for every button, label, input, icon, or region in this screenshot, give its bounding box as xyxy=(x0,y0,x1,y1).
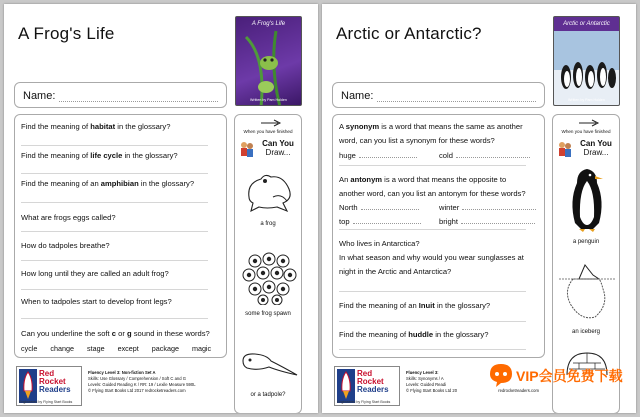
question-soft-c-g: Can you underline the soft c or g sound in these words? xyxy=(21,329,210,338)
footer-info: Fluency Level 3: Skills: Synonyms / A Levels: Guided Readi © Flying Start Books Ltd 20 redrocketreaders.com xyxy=(406,370,539,393)
frog-outline-icon xyxy=(243,167,295,215)
synonym-instruction: word, can you list a synonym for these words? xyxy=(339,136,495,145)
word-item[interactable]: change xyxy=(50,344,74,353)
name-label: Name: xyxy=(341,90,374,102)
vip-watermark-text: VIP会员免费下载 xyxy=(516,368,623,384)
question-frog-eggs: What are frogs eggs called? xyxy=(21,213,116,222)
question-amphibian: Find the meaning of an amphibian in the glossary? xyxy=(21,179,195,188)
word-item[interactable]: package xyxy=(151,344,179,353)
answer-line[interactable] xyxy=(21,260,208,261)
question-season-line1: In what season and why would you wear sunglasses at xyxy=(339,253,524,262)
word-item[interactable]: except xyxy=(117,344,139,353)
can-you-heading: Can You xyxy=(262,139,294,148)
cover-title: A Frog's Life xyxy=(251,21,286,27)
question-habitat: Find the meaning of habitat in the glossary? xyxy=(21,122,171,131)
antonym-word-north[interactable]: North xyxy=(339,203,419,212)
answer-line[interactable] xyxy=(21,289,208,290)
cover-author: Written by Pam Holden xyxy=(250,98,287,102)
footer xyxy=(16,364,316,410)
caption-frog: a frog xyxy=(260,221,276,227)
draw-heading: Draw... xyxy=(265,148,291,157)
answer-line[interactable] xyxy=(21,231,208,232)
chat-bubble-icon xyxy=(488,362,514,388)
word-item[interactable]: magic xyxy=(191,344,212,353)
name-field[interactable] xyxy=(332,82,545,108)
answer-line[interactable] xyxy=(21,318,208,319)
name-label: Name: xyxy=(23,90,56,102)
synonym-word-huge[interactable]: huge xyxy=(339,151,417,160)
antonym-word-bright[interactable]: bright xyxy=(439,217,535,226)
word-item[interactable]: stage xyxy=(86,344,105,353)
answer-line[interactable] xyxy=(21,202,208,203)
children-drawing-icon xyxy=(239,140,255,160)
divider xyxy=(339,165,526,166)
antonym-word-top[interactable]: top xyxy=(339,217,421,226)
antonym-instruction: another word, can you list an antonym for these words? xyxy=(339,189,526,198)
question-season-line2: night in the Arctic and Antarctica? xyxy=(339,267,452,276)
draw-heading: Draw... xyxy=(583,148,609,157)
divider xyxy=(339,229,526,230)
red-rocket-readers-logo xyxy=(334,366,400,406)
answer-line[interactable] xyxy=(339,291,526,292)
questions-box xyxy=(332,114,545,358)
iceberg-icon xyxy=(559,261,615,323)
caption-penguin: a penguin xyxy=(572,239,600,245)
penguin-icon xyxy=(567,167,607,233)
word-item[interactable]: cycle xyxy=(21,344,38,353)
penguins-cover-illustration xyxy=(554,17,620,106)
logo-subtext: Engineered by Flying Start Books xyxy=(19,400,73,404)
when-finished-text: When you have finished xyxy=(561,129,611,134)
name-line xyxy=(59,101,218,102)
question-adult-frog: How long until they are called an adult frog? xyxy=(21,269,169,278)
logo-text: Red Rocket Readers xyxy=(357,369,389,394)
antonym-word-winter[interactable]: winter xyxy=(439,203,536,212)
cover-title: Arctic or Antarctic xyxy=(563,21,610,27)
page-title: Arctic or Antarctic? xyxy=(336,24,482,43)
children-drawing-icon xyxy=(557,140,573,160)
question-life-cycle: Find the meaning of life cycle in the glossary? xyxy=(21,151,178,160)
answer-line[interactable] xyxy=(21,173,208,174)
caption-frog-spawn: some frog spawn xyxy=(245,311,291,317)
when-finished-text: When you have finished xyxy=(243,129,293,134)
page-title: A Frog's Life xyxy=(18,24,115,43)
caption-iceberg: an iceberg xyxy=(571,329,601,335)
questions-box xyxy=(14,114,227,358)
synonym-word-cold[interactable]: cold xyxy=(439,151,530,160)
logo-text: Red Rocket Readers xyxy=(39,369,71,394)
soft-sound-word-list xyxy=(21,344,222,353)
question-inuit: Find the meaning of an Inuit in the glossary? xyxy=(339,301,491,310)
question-tadpoles-breathe: How do tadpoles breathe? xyxy=(21,241,110,250)
answer-line[interactable] xyxy=(339,321,526,322)
question-who-lives: Who lives in Antarctica? xyxy=(339,239,420,248)
antonym-definition: An antonym is a word that means the opposite to xyxy=(339,175,507,184)
book-cover-image xyxy=(235,16,302,106)
rocket-icon xyxy=(337,369,355,403)
worksheet-page-frogs-life xyxy=(4,4,318,413)
logo-subtext: Engineered by Flying Start Books xyxy=(337,400,391,404)
question-huddle: Find the meaning of huddle in the glossary? xyxy=(339,330,489,339)
arrow-right-icon xyxy=(578,119,600,127)
cover-author: Written by Pam Holden xyxy=(568,98,605,102)
caption-tadpole: or a tadpole? xyxy=(250,392,286,398)
name-field[interactable] xyxy=(14,82,227,108)
frog-spawn-icon xyxy=(241,251,297,305)
answer-line[interactable] xyxy=(339,349,526,350)
name-line xyxy=(377,101,536,102)
frog-cover-illustration xyxy=(236,17,302,106)
worksheet-page-arctic-antarctic xyxy=(322,4,636,413)
rocket-icon xyxy=(19,369,37,403)
arrow-right-icon xyxy=(260,119,282,127)
question-front-legs: When to tadpoles start to develop front legs? xyxy=(21,297,172,306)
red-rocket-readers-logo xyxy=(16,366,82,406)
footer-info: Fluency Level 3: Non-fiction Set A Skills: Use Glossary / Comprehension / Soft C and G Levels: Guided Reading K / RR: 19 / Lexile Measure 590L © Flying Start Books Ltd 2017 redrocketreaders.com xyxy=(88,370,196,393)
can-you-heading: Can You xyxy=(580,139,612,148)
book-cover-image xyxy=(553,16,620,106)
vip-download-watermark[interactable] xyxy=(486,362,636,388)
answer-line[interactable] xyxy=(21,145,208,146)
synonym-definition: A synonym is a word that means the same as another xyxy=(339,122,523,131)
